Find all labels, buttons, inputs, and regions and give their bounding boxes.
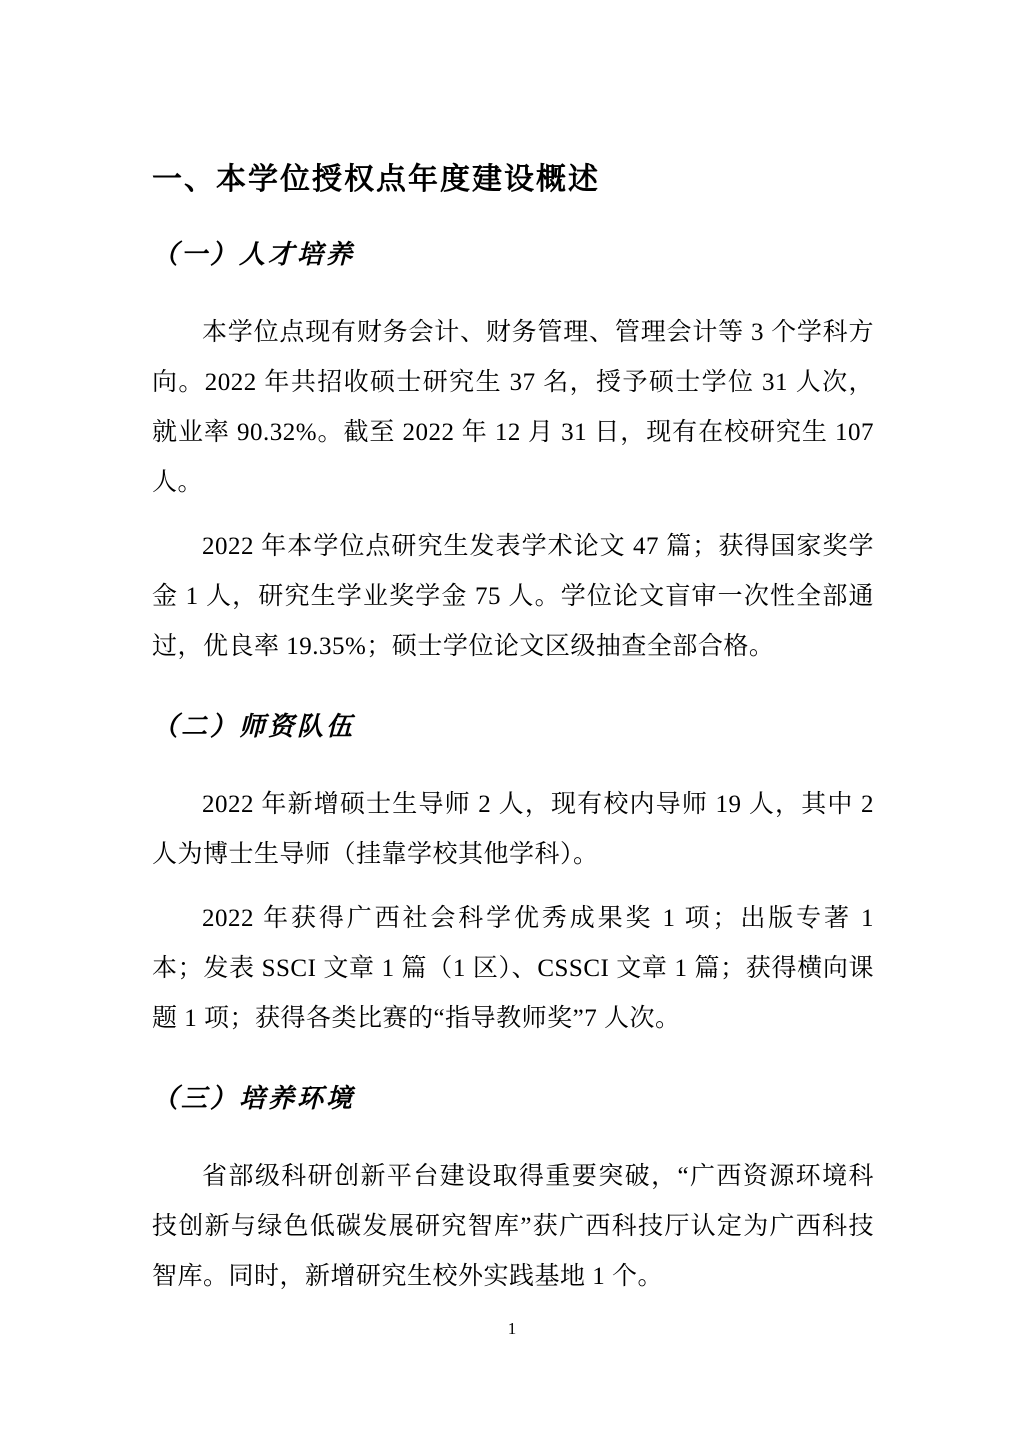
- section-title-faculty-team: （二）师资队伍: [152, 712, 356, 741]
- paragraph-faculty-team-1: 2022 年新增硕士生导师 2 人，现有校内导师 19 人，其中 2 人为博士生导师（挂靠学校其他学科）。: [152, 791, 874, 868]
- paragraph-faculty-team-2: 2022 年获得广西社会科学优秀成果奖 1 项；出版专著 1 本；发表 SSCI 文章 1 篇（1 区）、CSSCI 文章 1 篇；获得横向课题 1 项；获得各类比赛的“指导教师奖”7 人次。: [152, 905, 874, 1032]
- page-number: 1: [507, 1319, 517, 1338]
- paragraph-talent-training-1: 本学位点现有财务会计、财务管理、管理会计等 3 个学科方向。2022 年共招收硕士研究生 37 名，授予硕士学位 31 人次，就业率 90.32%。截至 2022 年 12 月 31 日，现有在校研究生 107 人。: [152, 319, 874, 496]
- paragraph-training-environment-1: 省部级科研创新平台建设取得重要突破，“广西资源环境科技创新与绿色低碳发展研究智库”获广西科技厅认定为广西科技智库。同时，新增研究生校外实践基地 1 个。: [152, 1163, 874, 1290]
- section-title-talent-training: （一）人才培养: [152, 240, 356, 269]
- section-title-training-environment: （三）培养环境: [152, 1084, 356, 1113]
- paragraph-talent-training-2: 2022 年本学位点研究生发表学术论文 47 篇；获得国家奖学金 1 人，研究生学业奖学金 75 人。学位论文盲审一次性全部通过，优良率 19.35%；硕士学位论文区级抽查全部合格。: [152, 533, 874, 660]
- document-heading: 一、本学位授权点年度建设概述: [152, 163, 600, 196]
